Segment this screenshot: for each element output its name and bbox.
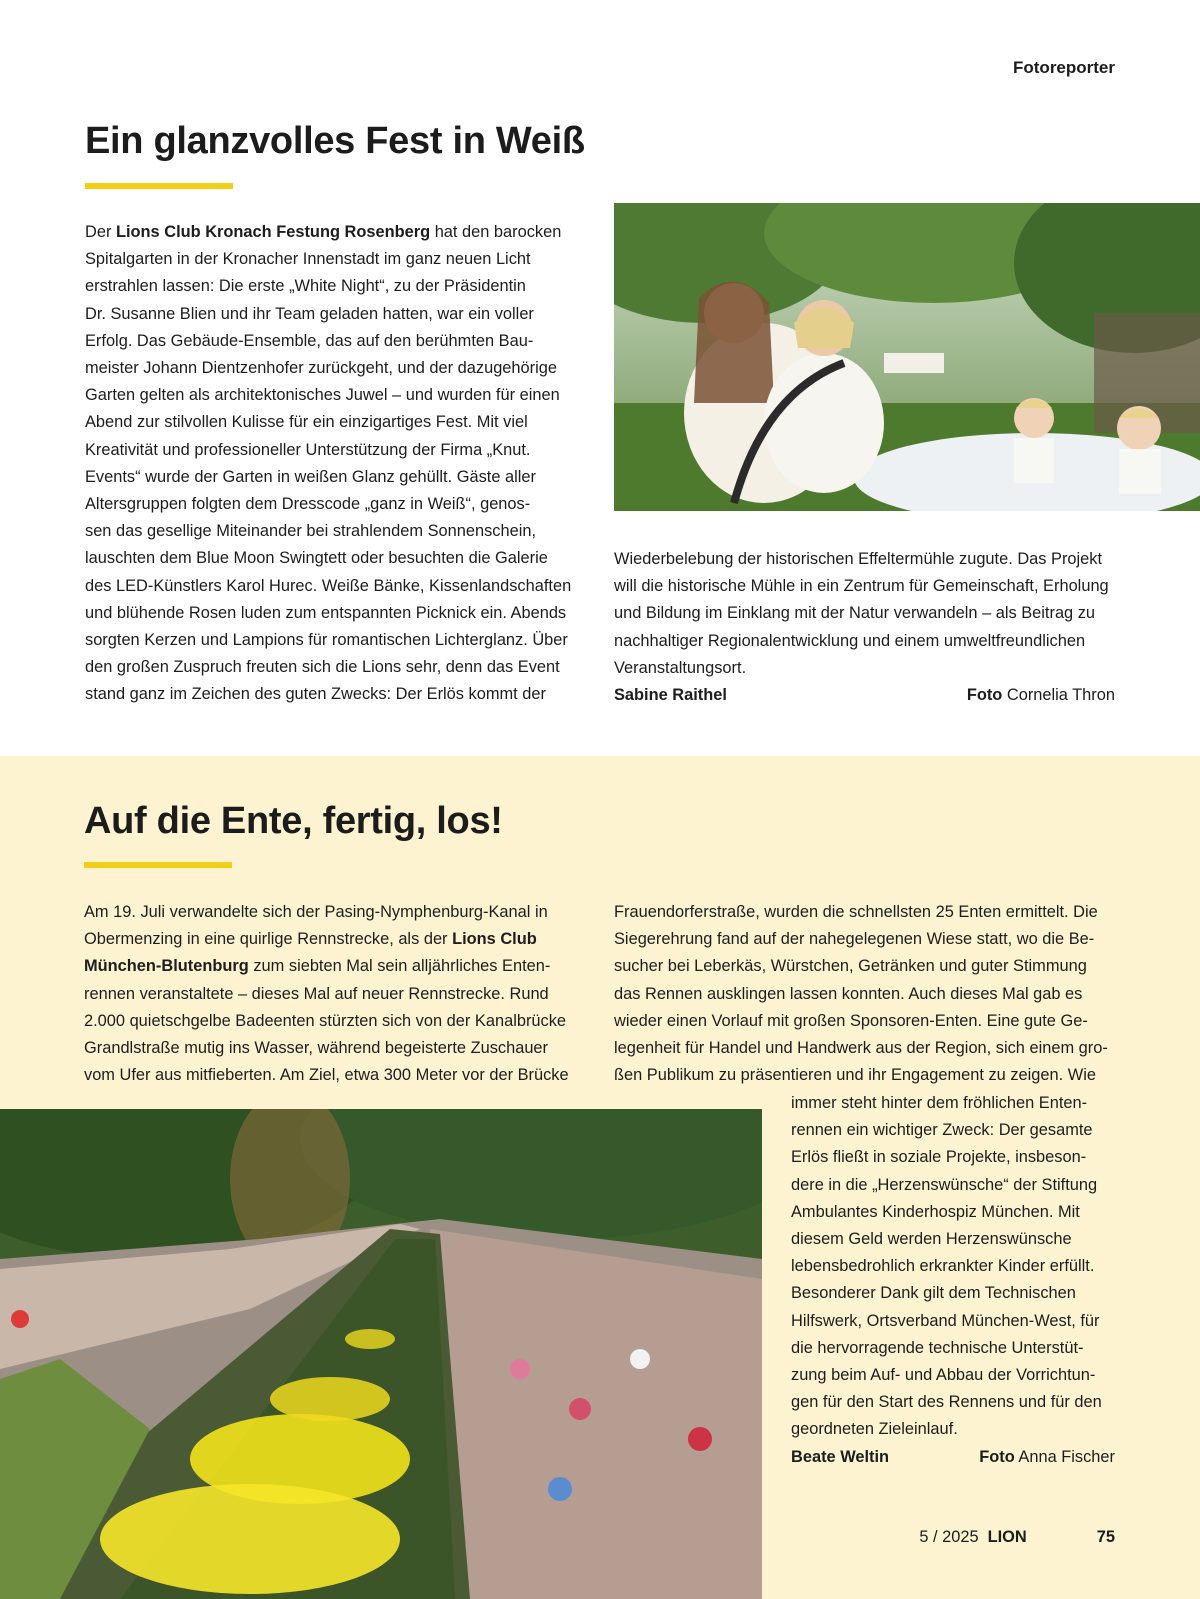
page-number: 75 [1096,1528,1115,1546]
text-line: wieder einen Vorlauf mit großen Sponsoren-Enten. Eine gute Ge- [614,1011,1088,1030]
photographer-name: Cornelia Thron [1006,686,1115,704]
club-name: München-Blutenburg [84,957,249,976]
page-footer [919,1528,1115,1547]
article-column [791,1090,1121,1444]
text-line: vom Ufer aus mitfieberten. Am Ziel, etwa 300 Meter vor der Brücke [84,1066,569,1085]
text-line: Besonderer Dank gilt dem Technischen [791,1284,1076,1303]
text-line: München-Blutenburg zum siebten Mal sein alljährliches Enten- [84,957,551,976]
text-line: Erfolg. Das Gebäude-Ensemble, das auf den berühmten Bau- [85,331,534,350]
text-line: und Bildung im Einklang mit der Natur verwandeln – als Beitrag zu [614,604,1096,623]
author-name: Sabine Raithel [614,686,727,704]
text-line: und blühende Rosen luden zum entspannten Picknick ein. Abends [85,603,567,622]
text-line: Veranstaltungsort. [614,658,747,677]
article-column [85,219,585,709]
text-line: ßen Publikum zu präsentieren und ihr Engagement zu zeigen. Wie [614,1066,1096,1085]
text-line: erstrahlen lassen: Die erste „White Night“, zu der Präsidentin [85,277,526,296]
title-underline [85,183,233,189]
text-line: des LED-Künstlers Karol Hurec. Weiße Bänke, Kissenlandschaften [85,576,572,595]
text-line: Abend zur stilvollen Kulisse für ein einzigartiges Fest. Mit viel [85,413,528,432]
text-line: Ambulantes Kinderhospiz München. Mit [791,1202,1080,1221]
article-title: Auf die Ente, fertig, los! [84,800,503,842]
text-line: stand ganz im Zeichen des guten Zwecks: Der Erlös kommt der [85,685,546,704]
text-line: legenheit für Handel und Handwerk aus der Region, sich einem gro- [614,1039,1108,1058]
text-line: Kreativität und professioneller Unterstützung der Firma „Knut. [85,440,531,459]
text-line: meister Johann Dientzenhofer zurückgeht, und der dazugehörige [85,359,557,378]
article-column [84,899,594,1089]
text-line: Obermenzing in eine quirlige Rennstrecke, als der Lions Club [84,930,537,949]
author-byline [791,1444,889,1471]
photo-credit [967,682,1115,709]
section-label: Fotoreporter [1013,58,1115,77]
photo-credit [979,1444,1115,1471]
text-line: die hervorragende technische Unterstüt- [791,1338,1084,1357]
article-column [614,899,1134,1089]
photo-credit-label: Foto [966,686,1003,704]
text-line: dere in die „Herzenswünsche“ der Stiftung [791,1175,1098,1194]
text-line: Siegerehrung fand auf der nahegelegenen Wiese statt, wo die Be- [614,930,1095,949]
text-line: den großen Zuspruch freuten sich die Lions sehr, denn das Event [85,658,560,677]
garden-party-photo [614,203,1200,511]
text-line: lauschten dem Blue Moon Swingtett oder besuchten die Galerie [85,549,548,568]
photo-credit-label: Foto [979,1448,1015,1466]
text-line: Wiederbelebung der historischen Effeltermühle zugute. Das Projekt [614,550,1103,568]
text-line: das Rennen ausklingen lassen konnten. Auch dieses Mal gab es [614,984,1083,1003]
author-byline [614,682,727,709]
article-column [614,546,1134,682]
author-name: Beate Weltin [791,1448,890,1466]
text-line: rennen ein wichtiger Zweck: Der gesamte [791,1121,1093,1140]
text-line: Der Lions Club Kronach Festung Rosenberg hat den barocken [85,223,562,241]
text-line: Grandlstraße mutig ins Wasser, während begeisterte Zuschauer [84,1039,549,1058]
text-line: rennen veranstaltete – dieses Mal auf neuer Rennstrecke. Rund [84,984,549,1003]
text-line: Dr. Susanne Blien und ihr Team geladen hatten, war ein voller [85,304,534,323]
text-line: sen das gesellige Miteinander bei strahlendem Sonnenschein, [85,522,537,541]
text-line: gen für den Start des Rennens und für den [791,1393,1102,1412]
text-line: sucher bei Leberkäs, Würstchen, Getränken und guter Stimmung [614,957,1087,976]
text-line: Altersgruppen folgten dem Dresscode „ganz in Weiß“, genos- [85,495,531,514]
text-line: nachhaltiger Regionalentwicklung und einem umweltfreundlichen [614,631,1086,650]
text-line: diesem Geld werden Herzenswünsche [791,1230,1072,1249]
magazine-name: LION [987,1528,1027,1546]
text-line: Garten gelten als architektonisches Juwel – und wurden für einen [85,386,560,405]
issue-number: 5 / 2025 [919,1528,979,1546]
club-name: Lions Club Kronach Festung Rosenberg [115,223,431,241]
text-line: lebensbedrohlich erkrankter Kinder erfüllt. [791,1257,1095,1276]
text-line: Frauendorferstraße, wurden die schnellsten 25 Enten ermittelt. Die [614,903,1098,921]
text-line: immer steht hinter dem fröhlichen Enten- [791,1094,1088,1112]
text-line: Hilfswerk, Ortsverband München-West, für [791,1311,1100,1330]
title-underline [84,862,232,868]
text-line: Spitalgarten in der Kronacher Innenstadt im ganz neuen Licht [85,250,531,269]
photographer-name: Anna Fischer [1018,1448,1115,1466]
text-line: geordneten Zieleinlauf. [791,1420,958,1439]
article-title: Ein glanzvolles Fest in Weiß [85,120,585,162]
text-line: Events“ wurde der Garten in weißen Glanz gehüllt. Gäste aller [85,467,536,486]
text-line: zung beim Auf- und Abbau der Vorrichtun- [791,1366,1096,1385]
text-line: Am 19. Juli verwandelte sich der Pasing-Nymphenburg-Kanal in [84,903,548,921]
duck-race-photo [0,1109,762,1599]
club-name: Lions Club [452,930,537,949]
text-line: sorgten Kerzen und Lampions für romantischen Lichterglanz. Über [85,631,568,650]
text-line: will die historische Mühle in ein Zentrum für Gemeinschaft, Erholung [614,577,1109,596]
text-line: Erlös fließt in soziale Projekte, insbeson- [791,1148,1087,1167]
text-line: 2.000 quietschgelbe Badeenten stürzten sich von der Kanalbrücke [84,1011,567,1030]
